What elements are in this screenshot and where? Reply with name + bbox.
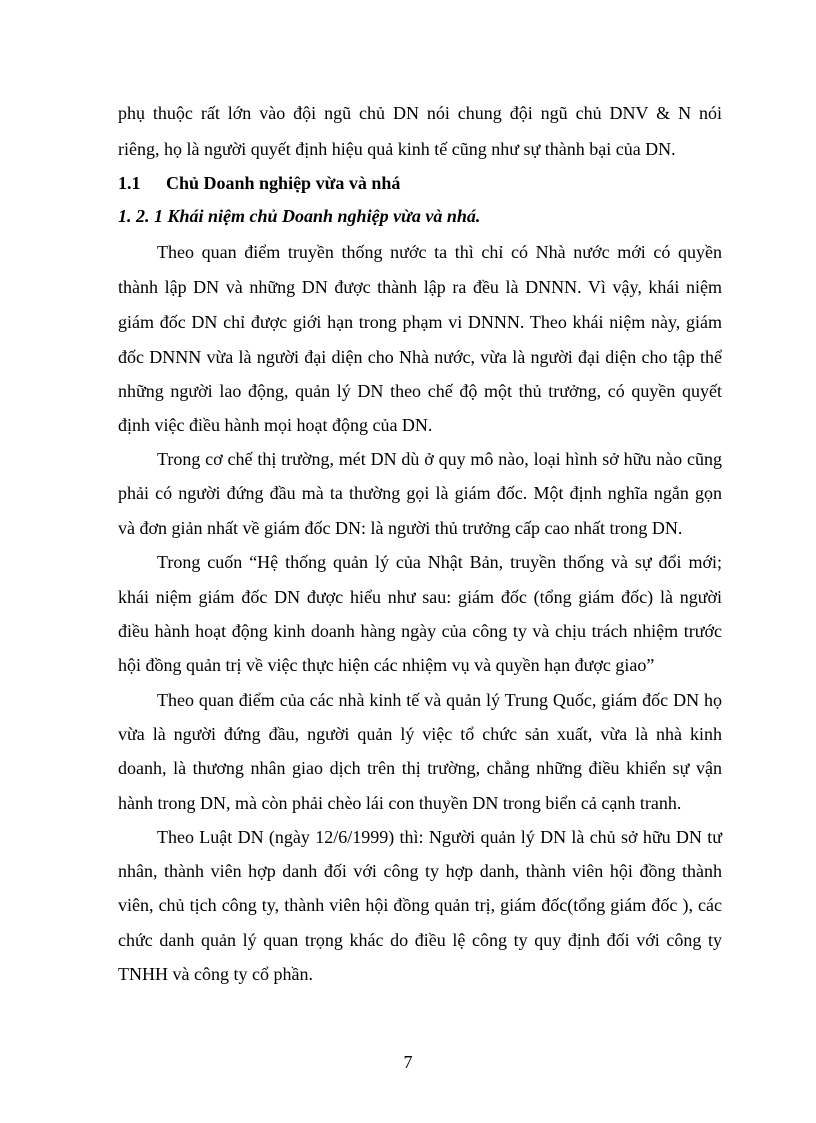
- paragraph-3-line-3: điều hành hoạt động kinh doanh hàng ngày của công ty và chịu trách nhiệm trước: [118, 621, 722, 641]
- intro-line-1: phụ thuộc rất lớn vào đội ngũ chủ DN nói chung đội ngũ chủ DNV & N nói: [118, 103, 722, 123]
- paragraph-4-line-4: hành trong DN, mà còn phải chèo lái con thuyền DN trong biển cả cạnh tranh.: [118, 793, 682, 813]
- paragraph-2-line-1: Trong cơ chế thị trường, mét DN dù ở quy mô nào, loại hình sở hữu nào cũng: [157, 449, 722, 469]
- paragraph-1-line-3: giám đốc DN chỉ được giới hạn trong phạm vi DNNN. Theo khái niệm này, giám: [118, 312, 722, 332]
- page-number: 7: [403, 1052, 413, 1072]
- paragraph-2-line-3: và đơn giản nhất về giám đốc DN: là người thủ trưởng cấp cao nhất trong DN.: [118, 518, 683, 538]
- paragraph-2-line-2: phải có người đứng đầu mà ta thường gọi là giám đốc. Một định nghĩa ngắn gọn: [118, 483, 722, 503]
- paragraph-1-line-2: thành lập DN và những DN được thành lập ra đều là DNNN. Vì vậy, khái niệm: [118, 277, 722, 297]
- paragraph-5-line-5: TNHH và công ty cổ phần.: [118, 964, 313, 984]
- paragraph-1-line-6: định việc điều hành mọi hoạt động của DN.: [118, 415, 433, 435]
- paragraph-1-line-4: đốc DNNN vừa là người đại diện cho Nhà nước, vừa là người đại diện cho tập thể: [118, 347, 722, 367]
- section-number: 1.1: [118, 173, 141, 193]
- paragraph-5-line-2: nhân, thành viên hợp danh đối với công ty hợp danh, thành viên hội đồng thành: [118, 861, 722, 881]
- section-title: Chủ Doanh nghiệp vừa và nhá: [166, 173, 401, 193]
- paragraph-5-line-3: viên, chủ tịch công ty, thành viên hội đồng quản trị, giám đốc(tổng giám đốc ), các: [118, 895, 722, 915]
- paragraph-4-line-3: doanh, là thương nhân giao dịch trên thị trường, chẳng những điều khiển sự vận: [118, 758, 722, 778]
- paragraph-3-line-4: hội đồng quản trị về việc thực hiện các nhiệm vụ và quyền hạn được giao”: [118, 655, 655, 675]
- paragraph-4-line-2: vừa là người đứng đầu, người quản lý việc tổ chức sản xuất, vừa là nhà kinh: [118, 724, 722, 744]
- subsection-heading: 1. 2. 1 Khái niệm chủ Doanh nghiệp vừa và nhá.: [118, 206, 481, 226]
- paragraph-5-line-4: chức danh quản lý quan trọng khác do điều lệ công ty quy định đối với công ty: [118, 930, 722, 950]
- section-heading: [118, 173, 400, 194]
- paragraph-1-line-1: Theo quan điểm truyền thống nước ta thì chỉ có Nhà nước mới có quyền: [157, 242, 722, 262]
- intro-line-2: riêng, họ là người quyết định hiệu quả kinh tế cũng như sự thành bại của DN.: [118, 139, 676, 159]
- paragraph-1-line-5: những người lao động, quản lý DN theo chế độ một thủ trưởng, có quyền quyết: [118, 381, 722, 401]
- paragraph-4-line-1: Theo quan điểm của các nhà kinh tế và quản lý Trung Quốc, giám đốc DN họ: [157, 690, 722, 710]
- paragraph-3-line-1: Trong cuốn “Hệ thống quản lý của Nhật Bản, truyền thống và sự đổi mới;: [157, 552, 722, 572]
- paragraph-3-line-2: khái niệm giám đốc DN được hiểu như sau: giám đốc (tổng giám đốc) là người: [118, 587, 722, 607]
- paragraph-5-line-1: Theo Luật DN (ngày 12/6/1999) thì: Người quản lý DN là chủ sở hữu DN tư: [157, 827, 722, 847]
